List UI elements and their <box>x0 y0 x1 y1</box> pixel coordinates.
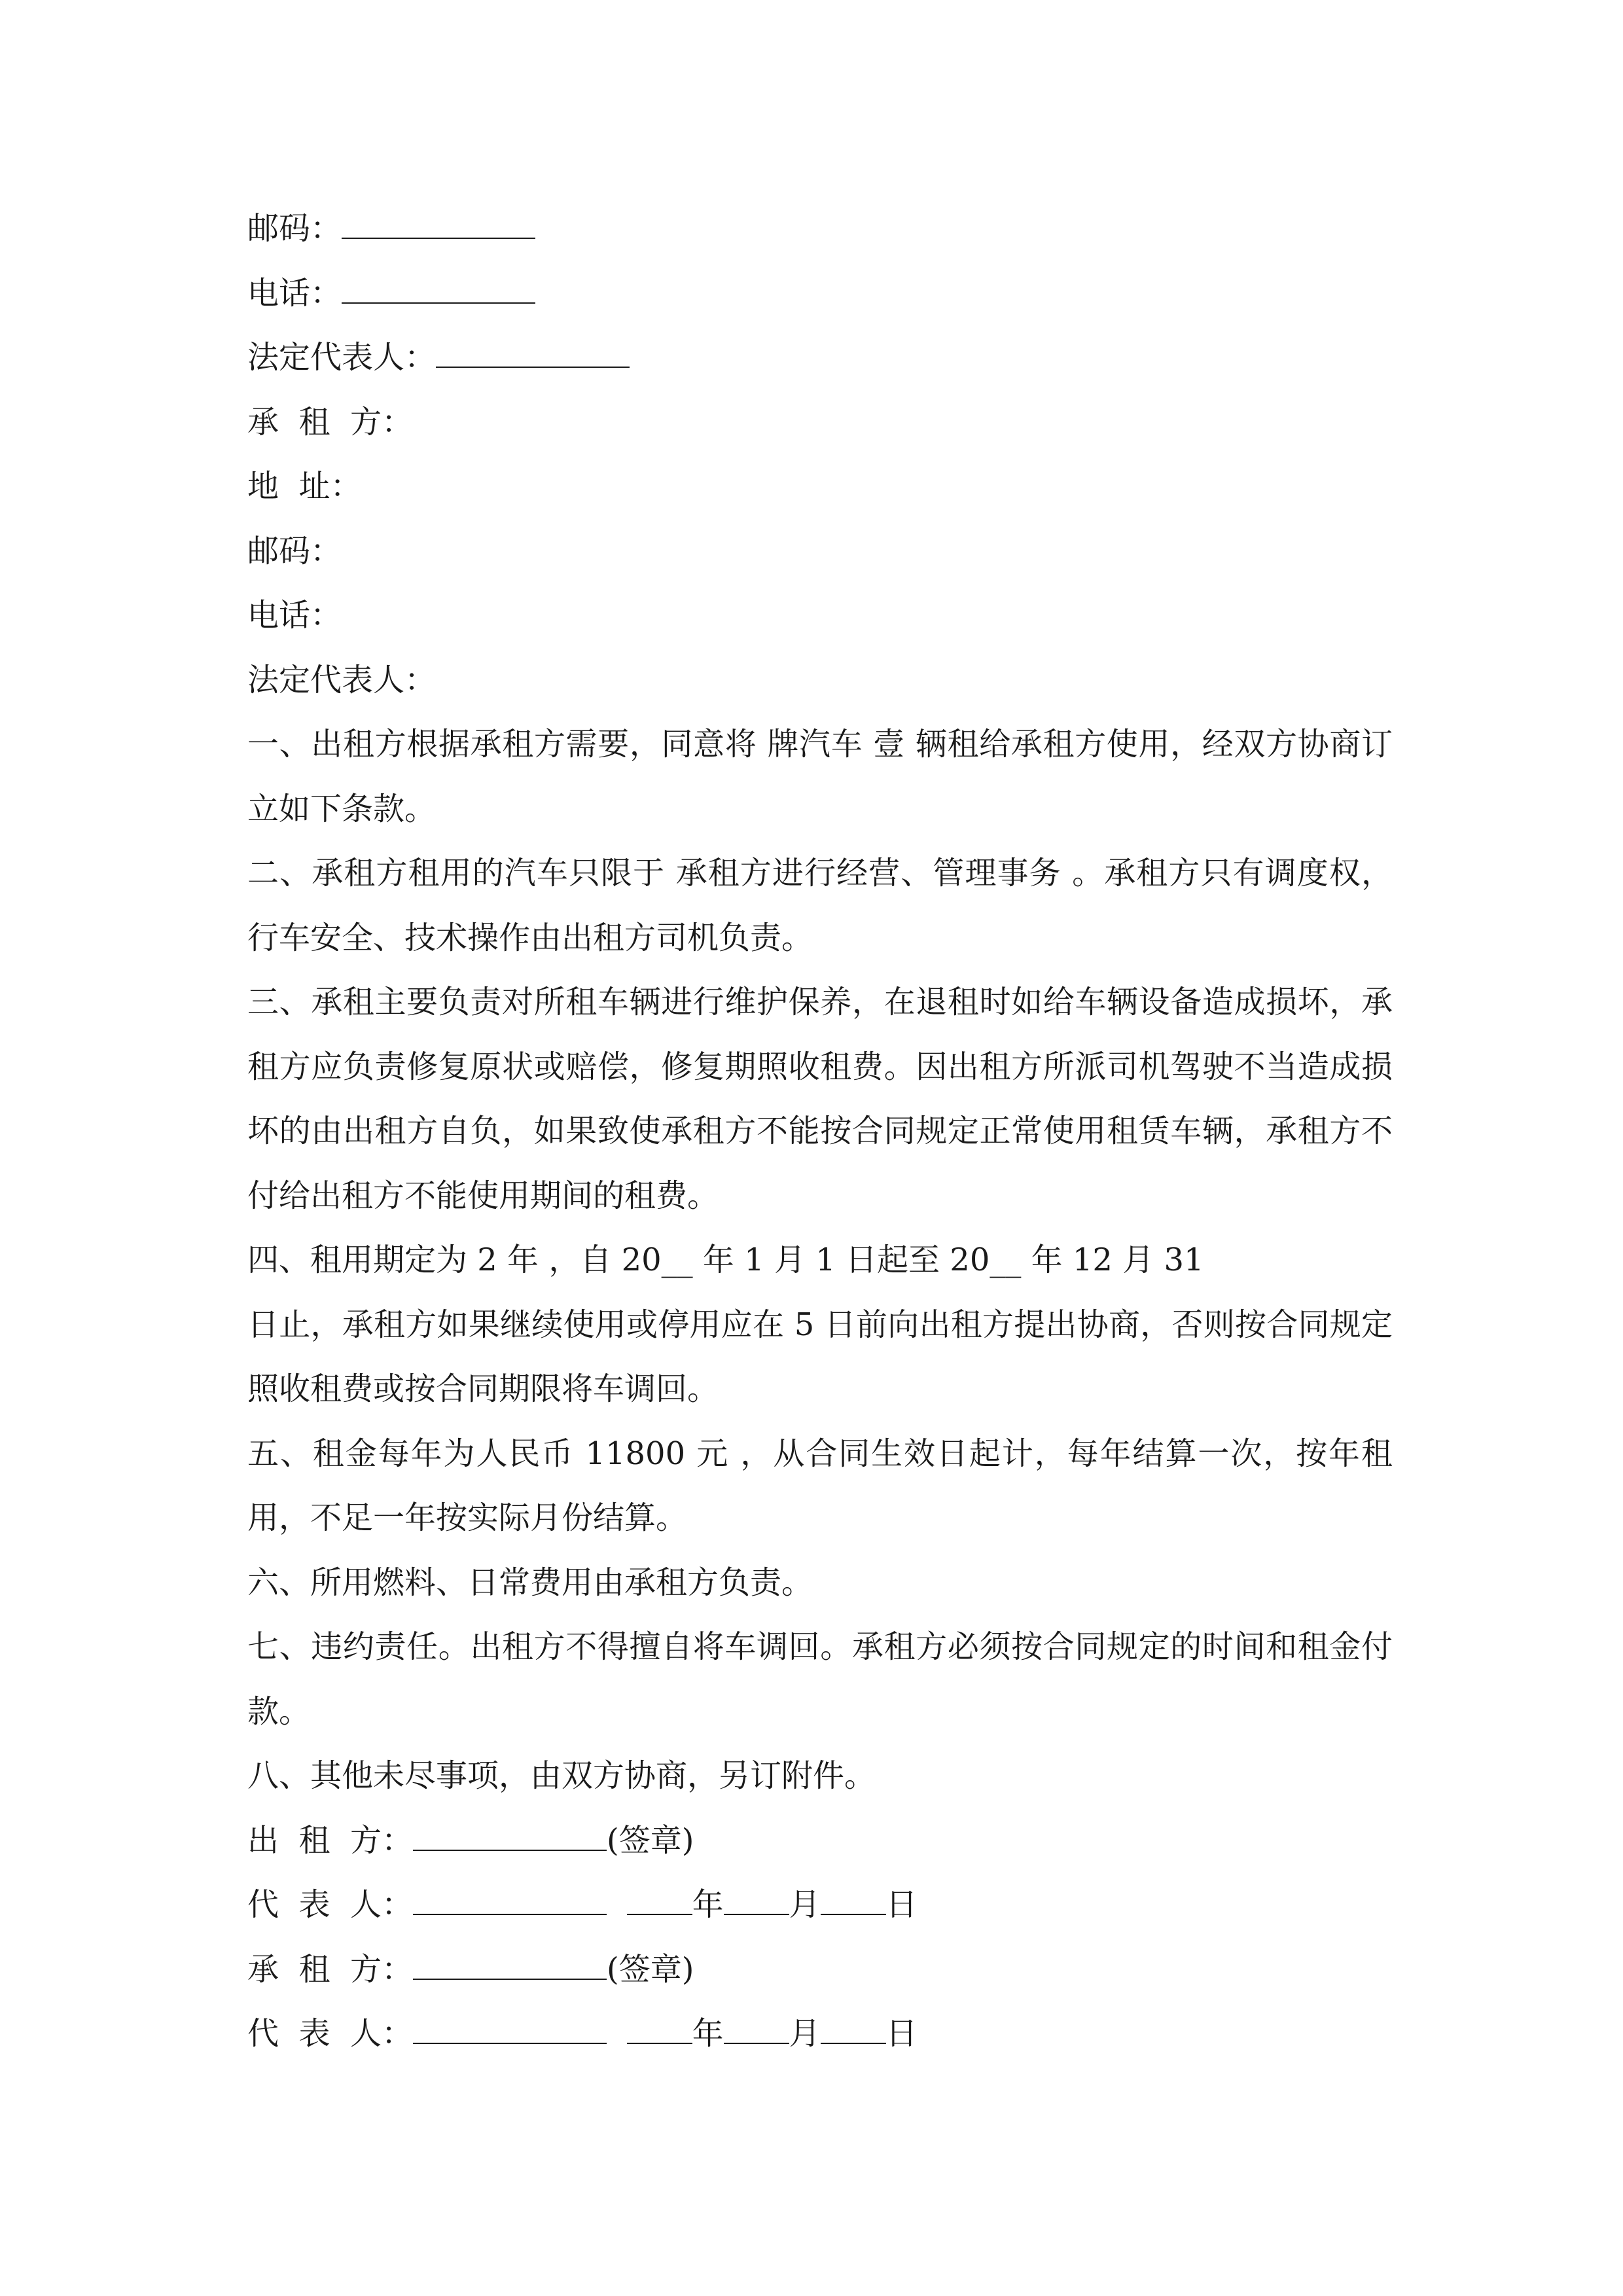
lessor-postcode-blank <box>342 211 535 239</box>
lessor-legal-rep-row <box>247 325 1393 390</box>
lessee-party-row <box>247 390 1393 455</box>
lessor-day-label: 日 <box>885 1886 918 1923</box>
clause-2: 二、承租方租用的汽车只限于 承租方进行经营、管理事务 。承租方只有调度权，行车安全、技术操作由出租方司机负责。 <box>247 855 1393 956</box>
clause-4-line-1: 四、租用期定为 2 年 ，自 20__ 年 1 月 1 日起至 20__ 年 12 月 31 <box>247 1242 1204 1278</box>
lessee-postcode-row <box>247 519 1393 584</box>
lessor-signature-blank <box>413 1823 607 1851</box>
lessee-rep-blank <box>413 2017 607 2044</box>
lessee-postcode-label: 邮码： <box>247 532 342 569</box>
lessor-signature-row <box>247 1808 1393 1873</box>
lessee-legal-rep-row <box>247 648 1393 713</box>
lessee-party-label: 承 租 方： <box>247 403 414 440</box>
lessee-year-label: 年 <box>692 2015 724 2052</box>
lessee-legal-rep-label: 法定代表人： <box>247 661 437 698</box>
clause-6: 六、所用燃料、日常费用由承租方负责。 <box>247 1564 813 1601</box>
lessor-rep-row <box>247 1873 1393 1937</box>
lessor-phone-row <box>247 261 1393 326</box>
lessee-day-label: 日 <box>885 2015 918 2052</box>
lessee-day-blank <box>821 2017 886 2044</box>
clause-8: 八、其他未尽事项，由双方协商，另订附件。 <box>247 1757 876 1794</box>
lessee-year-blank <box>627 2017 692 2044</box>
lessee-address-label: 地 址： <box>247 468 362 505</box>
lessor-phone-label: 电话： <box>247 274 342 312</box>
lessor-seal-note: (签章) <box>607 1821 694 1859</box>
clause-1: 一、出租方根据承租方需要，同意将 牌汽车 壹 辆租给承租方使用，经双方协商订立如下条款。 <box>247 726 1393 827</box>
lessor-postcode-label: 邮码： <box>247 210 342 247</box>
lessee-signature-blank <box>413 1952 607 1980</box>
lessor-month-blank <box>724 1888 789 1915</box>
lessee-phone-label: 电话： <box>247 597 342 634</box>
lessor-legal-rep-label: 法定代表人： <box>247 339 437 376</box>
lessee-month-blank <box>724 2017 789 2044</box>
clause-7: 七、违约责任。出租方不得擅自将车调回。承租方必须按合同规定的时间和租金付款。 <box>247 1628 1393 1730</box>
clause-5: 五、租金每年为人民币 11800 元 ，从合同生效日起计，每年结算一次，按年租用，不足一年按实际月份结算。 <box>247 1435 1393 1536</box>
lessee-rep-row <box>247 2001 1393 2066</box>
lessor-postcode-row <box>247 196 1393 261</box>
lessee-seal-note: (签章) <box>607 1950 694 1988</box>
lessor-signature-label: 出 租 方： <box>247 1821 414 1859</box>
lessor-year-blank <box>627 1888 692 1915</box>
lessee-phone-row <box>247 583 1393 648</box>
lessor-day-blank <box>821 1888 886 1915</box>
lessee-month-label: 月 <box>789 2015 821 2052</box>
lessee-rep-label: 代 表 人： <box>247 2015 414 2052</box>
lessor-year-label: 年 <box>692 1886 724 1923</box>
lessee-signature-label: 承 租 方： <box>247 1950 414 1988</box>
contract-page <box>247 196 1393 2066</box>
lessor-phone-blank <box>342 276 535 304</box>
lessee-address-row <box>247 454 1393 519</box>
lessee-signature-row <box>247 1937 1393 2002</box>
lessor-legal-rep-blank <box>436 340 630 368</box>
lessor-month-label: 月 <box>789 1886 821 1923</box>
clause-4-rest: 日止，承租方如果继续使用或停用应在 5 日前向出租方提出协商，否则按合同规定照收租费或按合同期限将车调回。 <box>247 1306 1393 1407</box>
lessor-rep-blank <box>413 1888 607 1915</box>
lessor-rep-label: 代 表 人： <box>247 1886 414 1923</box>
clause-3: 三、承租主要负责对所租车辆进行维护保养，在退租时如给车辆设备造成损坏，承租方应负责修复原状或赔偿，修复期照收租费。因出租方所派司机驾驶不当造成损坏的由出租方自负，如果致使承租方不能按合同规定正常使用租赁车辆，承租方不付给出租方不能使用期间的租费。 <box>247 984 1393 1214</box>
